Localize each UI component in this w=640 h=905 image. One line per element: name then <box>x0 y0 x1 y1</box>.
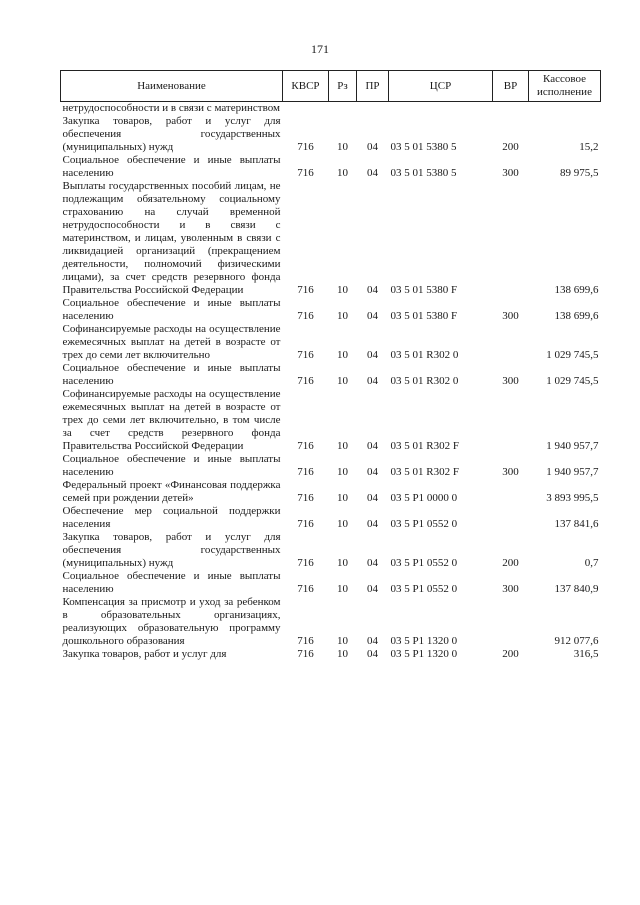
cell-pr: 04 <box>367 648 378 660</box>
cell-name: Социальное обеспечение и иные выплаты населению <box>62 297 281 322</box>
cell-rz: 10 <box>337 141 348 153</box>
header-csr: ЦСР <box>389 71 493 102</box>
cell-vr <box>493 479 529 505</box>
table-row <box>61 453 601 479</box>
header-pr: ПР <box>357 71 389 102</box>
header-vr: ВР <box>493 71 529 102</box>
cell-kvsr: 716 <box>297 557 314 569</box>
cell-vr: 300 <box>502 583 519 595</box>
cell-name: Социальное обеспечение и иные выплаты населению <box>62 154 281 179</box>
cell-kvsr: 716 <box>297 440 314 452</box>
table-row <box>61 323 601 362</box>
cell-rz: 10 <box>337 583 348 595</box>
cell-csr: 03 5 01 R302 F <box>390 440 459 452</box>
cell-pr <box>357 102 389 116</box>
cell-rz: 10 <box>337 167 348 179</box>
header-sum: Кассовое исполнение <box>529 71 601 102</box>
cell-name: Компенсация за присмотр и уход за ребенком в образовательных организациях, реализующих образовательную программу дошкольного образования <box>62 596 281 647</box>
cell-rz: 10 <box>337 466 348 478</box>
cell-sum: 1 940 957,7 <box>546 440 599 452</box>
table-row <box>61 297 601 323</box>
cell-name: Закупка товаров, работ и услуг для обеспечения государственных (муниципальных) нужд <box>62 531 281 569</box>
cell-csr: 03 5 P1 0552 0 <box>390 583 458 595</box>
cell-sum: 0,7 <box>584 557 599 569</box>
cell-name: Социальное обеспечение и иные выплаты населению <box>62 453 281 478</box>
cell-rz <box>329 102 357 116</box>
cell-vr: 300 <box>502 375 519 387</box>
table-row <box>61 505 601 531</box>
cell-csr: 03 5 01 R302 0 <box>390 375 459 387</box>
table-row <box>61 531 601 570</box>
cell-sum: 912 077,6 <box>554 635 599 647</box>
cell-sum: 89 975,5 <box>560 167 599 179</box>
cell-rz: 10 <box>337 492 348 504</box>
cell-kvsr: 716 <box>297 466 314 478</box>
cell-csr <box>389 102 493 116</box>
cell-pr: 04 <box>367 635 378 647</box>
cell-kvsr: 716 <box>297 518 314 530</box>
cell-rz: 10 <box>337 375 348 387</box>
cell-csr: 03 5 01 5380 5 <box>390 167 457 179</box>
cell-vr: 300 <box>502 466 519 478</box>
cell-name: Закупка товаров, работ и услуг для обеспечения государственных (муниципальных) нужд <box>62 115 281 153</box>
cell-csr: 03 5 01 5380 5 <box>390 141 457 153</box>
cell-sum: 138 699,6 <box>554 310 599 322</box>
cell-name: Софинансируемые расходы на осуществление ежемесячных выплат на детей в возрасте от трех до семи лет включительно, в том числе за счет средств резервного фонда Правительства Российской Федерации <box>62 388 281 452</box>
cell-kvsr: 716 <box>297 635 314 647</box>
cell-pr: 04 <box>367 349 378 361</box>
cell-sum: 3 893 995,5 <box>546 492 599 504</box>
budget-execution-table <box>60 70 601 661</box>
cell-kvsr: 716 <box>297 310 314 322</box>
cell-name: Выплаты государственных пособий лицам, не подлежащим обязательному социальному страхованию на случай временной нетрудоспособности и в связи с материнством, и лицам, уволенным в связи с ликвидацией организаций (прекращением деятельности, полномочий физическими лицами), за счет средств резервного фонда Правительства Российской Федерации <box>62 180 281 296</box>
table-row <box>61 102 601 116</box>
cell-csr: 03 5 P1 1320 0 <box>390 635 458 647</box>
cell-name: нетрудоспособности и в связи с материнством <box>62 102 280 114</box>
cell-kvsr: 716 <box>297 349 314 361</box>
cell-kvsr <box>283 102 329 116</box>
cell-name: Социальное обеспечение и иные выплаты населению <box>62 362 281 387</box>
cell-sum: 1 029 745,5 <box>546 375 599 387</box>
cell-rz: 10 <box>337 284 348 296</box>
cell-name: Обеспечение мер социальной поддержки населения <box>62 505 281 530</box>
cell-vr: 300 <box>502 167 519 179</box>
cell-vr <box>493 505 529 531</box>
cell-kvsr: 716 <box>297 141 314 153</box>
cell-sum: 137 841,6 <box>554 518 599 530</box>
cell-vr <box>493 323 529 362</box>
cell-vr <box>493 596 529 648</box>
cell-rz: 10 <box>337 648 348 660</box>
cell-vr: 200 <box>502 648 519 660</box>
cell-kvsr: 716 <box>297 167 314 179</box>
header-name: Наименование <box>61 71 283 102</box>
cell-kvsr: 716 <box>297 492 314 504</box>
cell-pr: 04 <box>367 557 378 569</box>
cell-name: Закупка товаров, работ и услуг для <box>62 648 227 660</box>
cell-sum: 138 699,6 <box>554 284 599 296</box>
cell-sum: 1 029 745,5 <box>546 349 599 361</box>
table-row <box>61 648 601 661</box>
table-row <box>61 362 601 388</box>
cell-pr: 04 <box>367 492 378 504</box>
table-row <box>61 596 601 648</box>
cell-vr: 300 <box>502 310 519 322</box>
cell-name: Социальное обеспечение и иные выплаты населению <box>62 570 281 595</box>
cell-rz: 10 <box>337 440 348 452</box>
cell-csr: 03 5 01 5380 F <box>390 284 458 296</box>
cell-sum <box>529 102 601 116</box>
cell-csr: 03 5 P1 1320 0 <box>390 648 458 660</box>
cell-csr: 03 5 01 5380 F <box>390 310 458 322</box>
page-number: 171 <box>311 42 329 56</box>
cell-pr: 04 <box>367 518 378 530</box>
cell-rz: 10 <box>337 518 348 530</box>
cell-sum: 1 940 957,7 <box>546 466 599 478</box>
cell-name: Федеральный проект «Финансовая поддержка семей при рождении детей» <box>62 479 281 504</box>
cell-csr: 03 5 P1 0552 0 <box>390 557 458 569</box>
cell-sum: 15,2 <box>579 141 599 153</box>
cell-vr <box>493 388 529 453</box>
cell-csr: 03 5 01 R302 0 <box>390 349 459 361</box>
table-body <box>61 102 601 662</box>
cell-pr: 04 <box>367 310 378 322</box>
header-rz: Рз <box>329 71 357 102</box>
cell-sum: 137 840,9 <box>554 583 599 595</box>
cell-kvsr: 716 <box>297 583 314 595</box>
cell-pr: 04 <box>367 284 378 296</box>
cell-pr: 04 <box>367 141 378 153</box>
cell-rz: 10 <box>337 310 348 322</box>
cell-pr: 04 <box>367 466 378 478</box>
table-row <box>61 388 601 453</box>
cell-sum: 316,5 <box>573 648 599 660</box>
table-row <box>61 115 601 154</box>
cell-name: Софинансируемые расходы на осуществление ежемесячных выплат на детей в возрасте от трех до семи лет включительно <box>62 323 281 361</box>
table-row <box>61 180 601 297</box>
cell-vr: 200 <box>502 557 519 569</box>
cell-pr: 04 <box>367 167 378 179</box>
cell-rz: 10 <box>337 635 348 647</box>
table-header <box>61 71 601 102</box>
table-row <box>61 479 601 505</box>
cell-kvsr: 716 <box>297 375 314 387</box>
cell-csr: 03 5 P1 0552 0 <box>390 518 458 530</box>
cell-rz: 10 <box>337 349 348 361</box>
header-kvsr: КВСР <box>283 71 329 102</box>
cell-pr: 04 <box>367 583 378 595</box>
cell-rz: 10 <box>337 557 348 569</box>
cell-kvsr: 716 <box>297 284 314 296</box>
table-row <box>61 154 601 180</box>
cell-vr <box>493 102 529 116</box>
cell-vr <box>493 180 529 297</box>
cell-pr: 04 <box>367 440 378 452</box>
cell-pr: 04 <box>367 375 378 387</box>
cell-csr: 03 5 01 R302 F <box>390 466 459 478</box>
cell-kvsr: 716 <box>297 648 314 660</box>
cell-vr: 200 <box>502 141 519 153</box>
cell-csr: 03 5 P1 0000 0 <box>390 492 458 504</box>
table-row <box>61 570 601 596</box>
header-row <box>61 71 601 102</box>
